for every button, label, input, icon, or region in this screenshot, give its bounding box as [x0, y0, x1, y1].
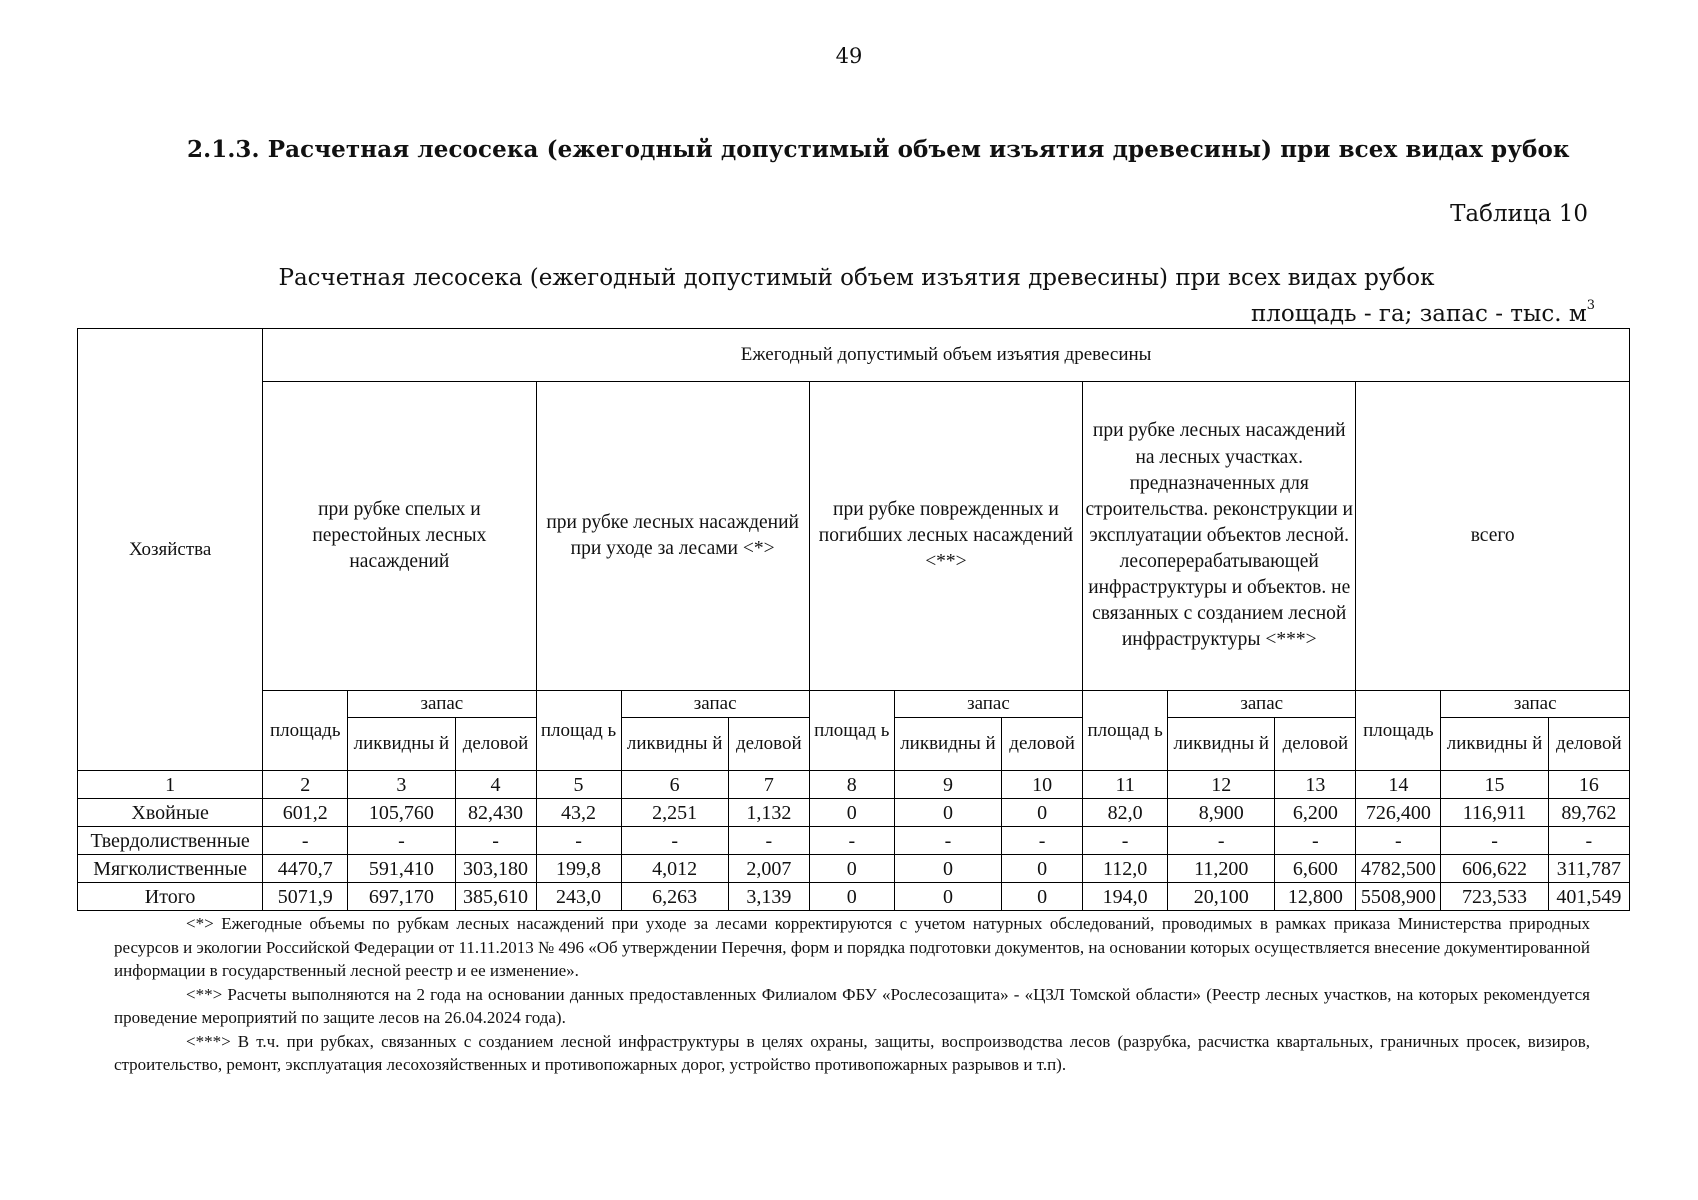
area-header: площад ь: [809, 691, 894, 771]
value-cell: 606,622: [1441, 855, 1548, 883]
harvest-table: [77, 328, 1630, 911]
value-cell: 723,533: [1441, 883, 1548, 911]
value-cell: 11,200: [1168, 855, 1275, 883]
value-cell: 726,400: [1356, 799, 1441, 827]
column-number-cell: 8: [809, 771, 894, 799]
liquid-header: ликвидны й: [621, 718, 728, 771]
value-cell: -: [536, 827, 621, 855]
footnotes: [114, 912, 1590, 1077]
value-cell: 3,139: [728, 883, 809, 911]
footnote: <***> В т.ч. при рубках, связанных с созданием лесной инфраструктуры в целях охраны, защиты, воспроизводства лесов (разрубка, расчистка квартальных, граничных просек, визиров, строительство, ремонт, эксплуатация лесохозяйственных и противопожарных дорог, устройство противопожарных разрывов и т.п).: [114, 1031, 1590, 1074]
group-header-infrastructure: при рубке лесных насаждений на лесных участках. предназначенных для строительства. реконструкции и эксплуатации объектов лесной. лесоперерабатывающей инфраструктуры и объектов. не связанных с созданием лесной инфраструктуры <***>: [1083, 382, 1356, 691]
value-cell: -: [1168, 827, 1275, 855]
column-number-cell: 9: [894, 771, 1001, 799]
units-superscript: 3: [1586, 298, 1595, 314]
column-number-cell: 12: [1168, 771, 1275, 799]
value-cell: 0: [894, 855, 1001, 883]
value-cell: -: [348, 827, 455, 855]
row-name-cell: Мягколиственные: [78, 855, 263, 883]
column-number-cell: 13: [1275, 771, 1356, 799]
table-row: [78, 855, 1630, 883]
value-cell: 0: [1002, 855, 1083, 883]
group-header-total: всего: [1356, 382, 1630, 691]
group-header-thinning: при рубке лесных насаждений при уходе за лесами <*>: [536, 382, 809, 691]
value-cell: 2,251: [621, 799, 728, 827]
value-cell: 8,900: [1168, 799, 1275, 827]
liquid-header: ликвидны й: [348, 718, 455, 771]
row-header-cell: Хозяйства: [78, 329, 263, 771]
column-number-cell: 10: [1002, 771, 1083, 799]
value-cell: 1,132: [728, 799, 809, 827]
value-cell: 199,8: [536, 855, 621, 883]
value-cell: 243,0: [536, 883, 621, 911]
row-name-cell: Итого: [78, 883, 263, 911]
value-cell: -: [263, 827, 348, 855]
value-cell: -: [1441, 827, 1548, 855]
column-number-cell: 14: [1356, 771, 1441, 799]
value-cell: 0: [1002, 799, 1083, 827]
stock-header: запас: [1441, 691, 1630, 718]
value-cell: 4470,7: [263, 855, 348, 883]
value-cell: 82,430: [455, 799, 536, 827]
section-heading: 2.1.3. Расчетная лесосека (ежегодный допустимый объем изъятия древесины) при всех видах рубок: [187, 136, 1570, 163]
column-number-cell: 2: [263, 771, 348, 799]
area-header: площадь: [1356, 691, 1441, 771]
liquid-header: ликвидны й: [894, 718, 1001, 771]
table-label: Таблица 10: [1450, 201, 1588, 227]
value-cell: 12,800: [1275, 883, 1356, 911]
value-cell: 6,600: [1275, 855, 1356, 883]
value-cell: -: [809, 827, 894, 855]
area-header: площад ь: [536, 691, 621, 771]
value-cell: -: [894, 827, 1001, 855]
column-number-cell: 15: [1441, 771, 1548, 799]
value-cell: -: [1548, 827, 1629, 855]
value-cell: 4782,500: [1356, 855, 1441, 883]
table-body: [78, 799, 1630, 911]
business-header: деловой: [1548, 718, 1629, 771]
value-cell: -: [1002, 827, 1083, 855]
column-number-cell: 3: [348, 771, 455, 799]
value-cell: 5508,900: [1356, 883, 1441, 911]
business-header: деловой: [1002, 718, 1083, 771]
column-number-cell: 6: [621, 771, 728, 799]
top-header-cell: Ежегодный допустимый объем изъятия древесины: [263, 329, 1630, 382]
value-cell: -: [728, 827, 809, 855]
value-cell: 697,170: [348, 883, 455, 911]
page-number: 49: [835, 44, 863, 68]
value-cell: 0: [894, 883, 1001, 911]
footnote: <**> Расчеты выполняются на 2 года на основании данных предоставленных Филиалом ФБУ «Рослесозащита» - «ЦЗЛ Томской области» (Реестр лесных участков, на которых рекомендуется проведение мероприятий по защите лесов на 26.04.2024 года).: [114, 984, 1590, 1027]
column-number-cell: 7: [728, 771, 809, 799]
value-cell: 311,787: [1548, 855, 1629, 883]
table-caption: Расчетная лесосека (ежегодный допустимый объем изъятия древесины) при всех видах рубок: [278, 265, 1435, 291]
value-cell: 6,200: [1275, 799, 1356, 827]
value-cell: 2,007: [728, 855, 809, 883]
table-row: [78, 799, 1630, 827]
value-cell: 105,760: [348, 799, 455, 827]
value-cell: 112,0: [1083, 855, 1168, 883]
stock-header: запас: [1168, 691, 1356, 718]
value-cell: 385,610: [455, 883, 536, 911]
units-text: площадь - га; запас - тыс. м: [1250, 301, 1587, 327]
business-header: деловой: [728, 718, 809, 771]
row-name-cell: Твердолиственные: [78, 827, 263, 855]
value-cell: 82,0: [1083, 799, 1168, 827]
value-cell: 116,911: [1441, 799, 1548, 827]
value-cell: -: [1275, 827, 1356, 855]
value-cell: 591,410: [348, 855, 455, 883]
value-cell: 89,762: [1548, 799, 1629, 827]
value-cell: 5071,9: [263, 883, 348, 911]
group-header-mature: при рубке спелых и перестойных лесных насаждений: [263, 382, 536, 691]
value-cell: -: [455, 827, 536, 855]
column-number-cell: 1: [78, 771, 263, 799]
business-header: деловой: [455, 718, 536, 771]
footnote: <*> Ежегодные объемы по рубкам лесных насаждений при уходе за лесами корректируются с учетом натурных обследований, проводимых в рамках приказа Министерства природных ресурсов и экологии Российской Федерации от 11.11.2013 № 496 «Об утверждении Перечня, форм и порядка подготовки документов, на основании которых осуществляется внесение документированной информации в государственный лесной реестр и ее изменение».: [114, 914, 1590, 980]
table-row: [78, 883, 1630, 911]
value-cell: 4,012: [621, 855, 728, 883]
value-cell: 0: [809, 799, 894, 827]
value-cell: -: [621, 827, 728, 855]
value-cell: 194,0: [1083, 883, 1168, 911]
area-header: площадь: [263, 691, 348, 771]
value-cell: -: [1356, 827, 1441, 855]
stock-header: запас: [621, 691, 809, 718]
column-number-row: [78, 771, 1630, 799]
business-header: деловой: [1275, 718, 1356, 771]
column-number-cell: 4: [455, 771, 536, 799]
value-cell: 43,2: [536, 799, 621, 827]
value-cell: 0: [809, 883, 894, 911]
value-cell: 20,100: [1168, 883, 1275, 911]
value-cell: 601,2: [263, 799, 348, 827]
value-cell: 0: [894, 799, 1001, 827]
row-name-cell: Хвойные: [78, 799, 263, 827]
value-cell: 0: [1002, 883, 1083, 911]
column-number-cell: 16: [1548, 771, 1629, 799]
group-header-damaged: при рубке поврежденных и погибших лесных насаждений <**>: [809, 382, 1082, 691]
liquid-header: ликвидны й: [1168, 718, 1275, 771]
value-cell: 303,180: [455, 855, 536, 883]
value-cell: -: [1083, 827, 1168, 855]
value-cell: 0: [809, 855, 894, 883]
column-number-cell: 11: [1083, 771, 1168, 799]
table-row: [78, 827, 1630, 855]
units-note: [1250, 298, 1595, 327]
stock-header: запас: [348, 691, 536, 718]
liquid-header: ликвидны й: [1441, 718, 1548, 771]
value-cell: 401,549: [1548, 883, 1629, 911]
value-cell: 6,263: [621, 883, 728, 911]
area-header: площад ь: [1083, 691, 1168, 771]
column-number-cell: 5: [536, 771, 621, 799]
stock-header: запас: [894, 691, 1082, 718]
